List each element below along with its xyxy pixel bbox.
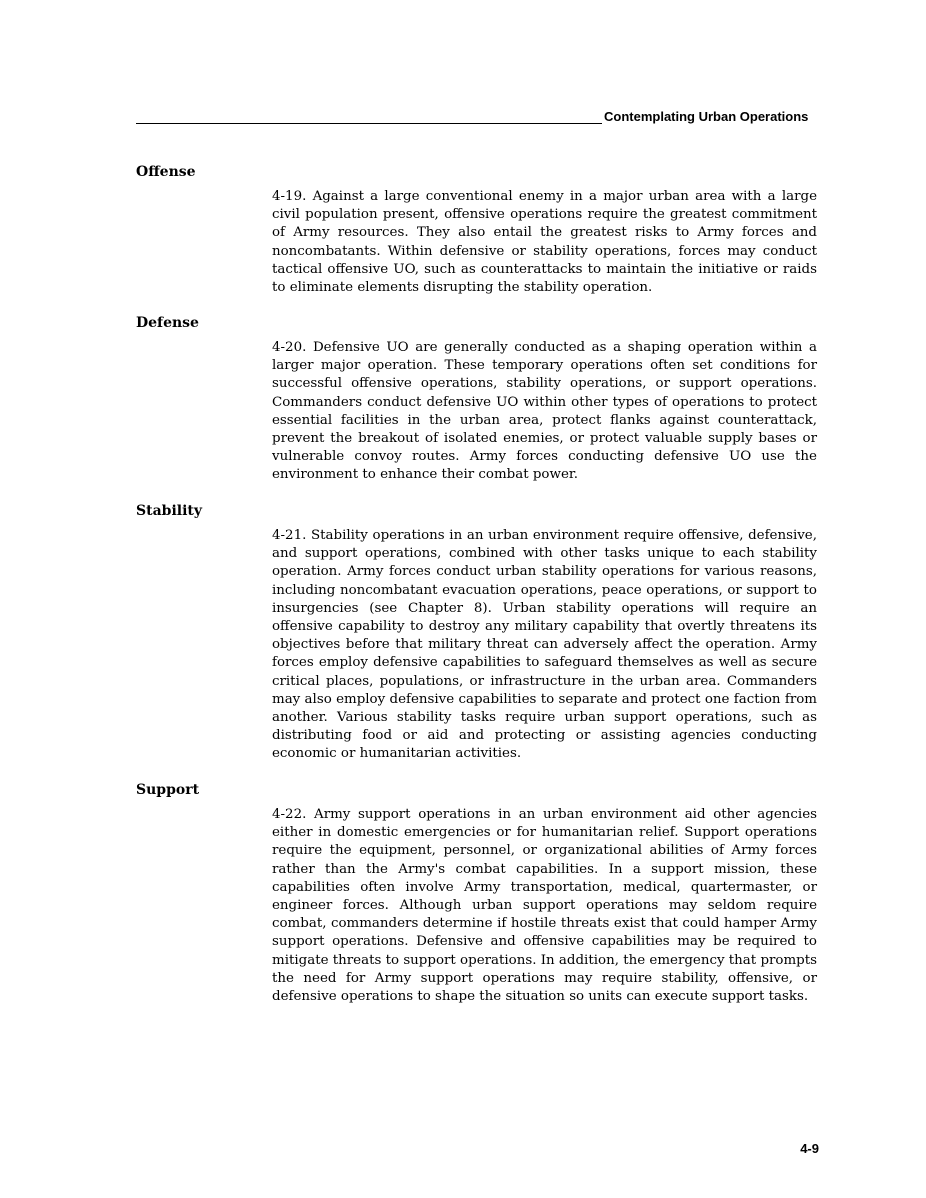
page-number: 4-9: [800, 1141, 819, 1156]
paragraph-4-20: 4-20. Defensive UO are generally conducted as a shaping operation within a larger major operation. These temporary operations often set conditions for successful offensive operations, stability operations, or support operations. Commanders conduct defensive UO within other types of operations to protect essential facilities in the urban area, protect flanks against counterattack, prevent the breakout of isolated enemies, or protect valuable supply bases or vulnerable convoy routes. Army forces conducting defensive UO use the environment to enhance their combat power.: [272, 340, 817, 483]
section-heading-offense: Offense: [136, 164, 196, 180]
paragraph-4-22: 4-22. Army support operations in an urban environment aid other agencies either in domestic emergencies or for humanitarian relief. Support operations require the equipment, personnel, or organizational abilities of Army forces rather than the Army's combat capabilities. In a support mission, these capabilities often involve Army transportation, medical, quartermaster, or engineer forces. Although urban support operations may seldom require combat, commanders determine if hostile threats exist that could hamper Army support operations. Defensive and offensive capabilities may be required to mitigate threats to support operations. In addition, the emergency that prompts the need for Army support operations may require stability, offensive, or defensive operations to shape the situation so units can execute support tasks.: [272, 807, 817, 1005]
paragraph-4-21: 4-21. Stability operations in an urban environment require offensive, defensive, and support operations, combined with other tasks unique to each stability operation. Army forces conduct urban stability operations for various reasons, including noncombatant evacuation operations, peace operations, or support to insurgencies (see Chapter 8). Urban stability operations will require an offensive capability to destroy any military capability that overtly threatens its objectives before that military threat can adversely affect the operation. Army forces employ defensive capabilities to safeguard themselves as well as secure critical places, populations, or infrastructure in the urban area. Commanders may also employ defensive capabilities to separate and protect one faction from another. Various stability tasks require urban support operations, such as distributing food or aid and protecting or assisting agencies conducting economic or humanitarian activities.: [272, 528, 817, 762]
section-heading-support: Support: [136, 782, 200, 798]
section-heading-defense: Defense: [136, 315, 199, 331]
header-rule: [136, 123, 602, 124]
section-heading-stability: Stability: [136, 503, 202, 519]
paragraph-4-19: 4-19. Against a large conventional enemy in a major urban area with a large civil population present, offensive operations require the greatest commitment of Army resources. They also entail the greatest risks to Army forces and noncombatants. Within defensive or stability operations, forces may conduct tactical offensive UO, such as counterattacks to maintain the initiative or raids to eliminate elements disrupting the stability operation.: [272, 189, 817, 296]
running-title: Contemplating Urban Operations: [604, 109, 809, 124]
